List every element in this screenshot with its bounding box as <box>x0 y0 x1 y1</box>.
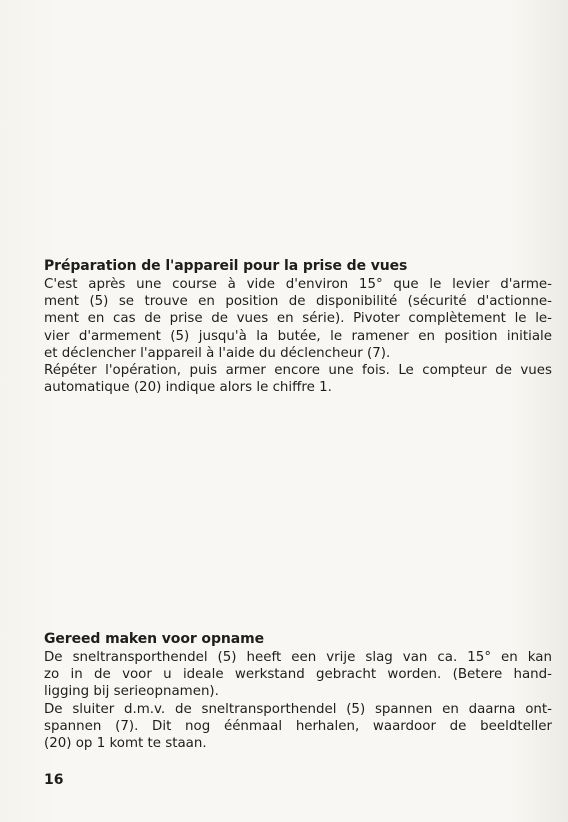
text-line: et déclencher l'appareil à l'aide du déclencheur (7). <box>44 345 391 361</box>
text-line: (20) op 1 komt te staan. <box>44 736 207 752</box>
text-line: ment (5) se trouve en position de disponibilité (sécurité d'actionne- <box>44 294 552 310</box>
text-line: De sneltransporthendel (5) heeft een vrije slag van ca. 15° en kan <box>44 650 552 665</box>
text-line: automatique (20) indique alors le chiffre 1. <box>44 380 332 396</box>
section-french <box>44 256 552 396</box>
page-number: 16 <box>44 772 64 788</box>
text-line: spannen (7). Dit nog éénmaal herhalen, waardoor de beeldteller <box>44 718 552 734</box>
text-line: vier d'armement (5) jusqu'à la butée, le ramener en position initiale <box>44 328 552 344</box>
paragraph-french <box>44 276 552 396</box>
text-line: zo in de voor u ideale werkstand gebracht worden. (Betere hand- <box>44 667 552 683</box>
text-line: ment en cas de prise de vues en série). Pivoter complètement le le- <box>44 311 552 327</box>
section-heading-dutch: Gereed maken voor opname <box>44 631 264 647</box>
text-line: De sluiter d.m.v. de sneltransporthendel (5) spannen en daarna ont- <box>44 701 552 717</box>
section-heading-french: Préparation de l'appareil pour la prise de vues <box>44 258 408 274</box>
text-line: Répéter l'opération, puis armer encore une fois. Le compteur de vues <box>44 363 552 379</box>
text-line: C'est après une course à vide d'environ 15° que le levier d'arme- <box>44 277 552 292</box>
text-line: ligging bij serieopnamen). <box>44 684 219 700</box>
paragraph-dutch <box>44 649 552 752</box>
section-dutch <box>44 629 552 752</box>
